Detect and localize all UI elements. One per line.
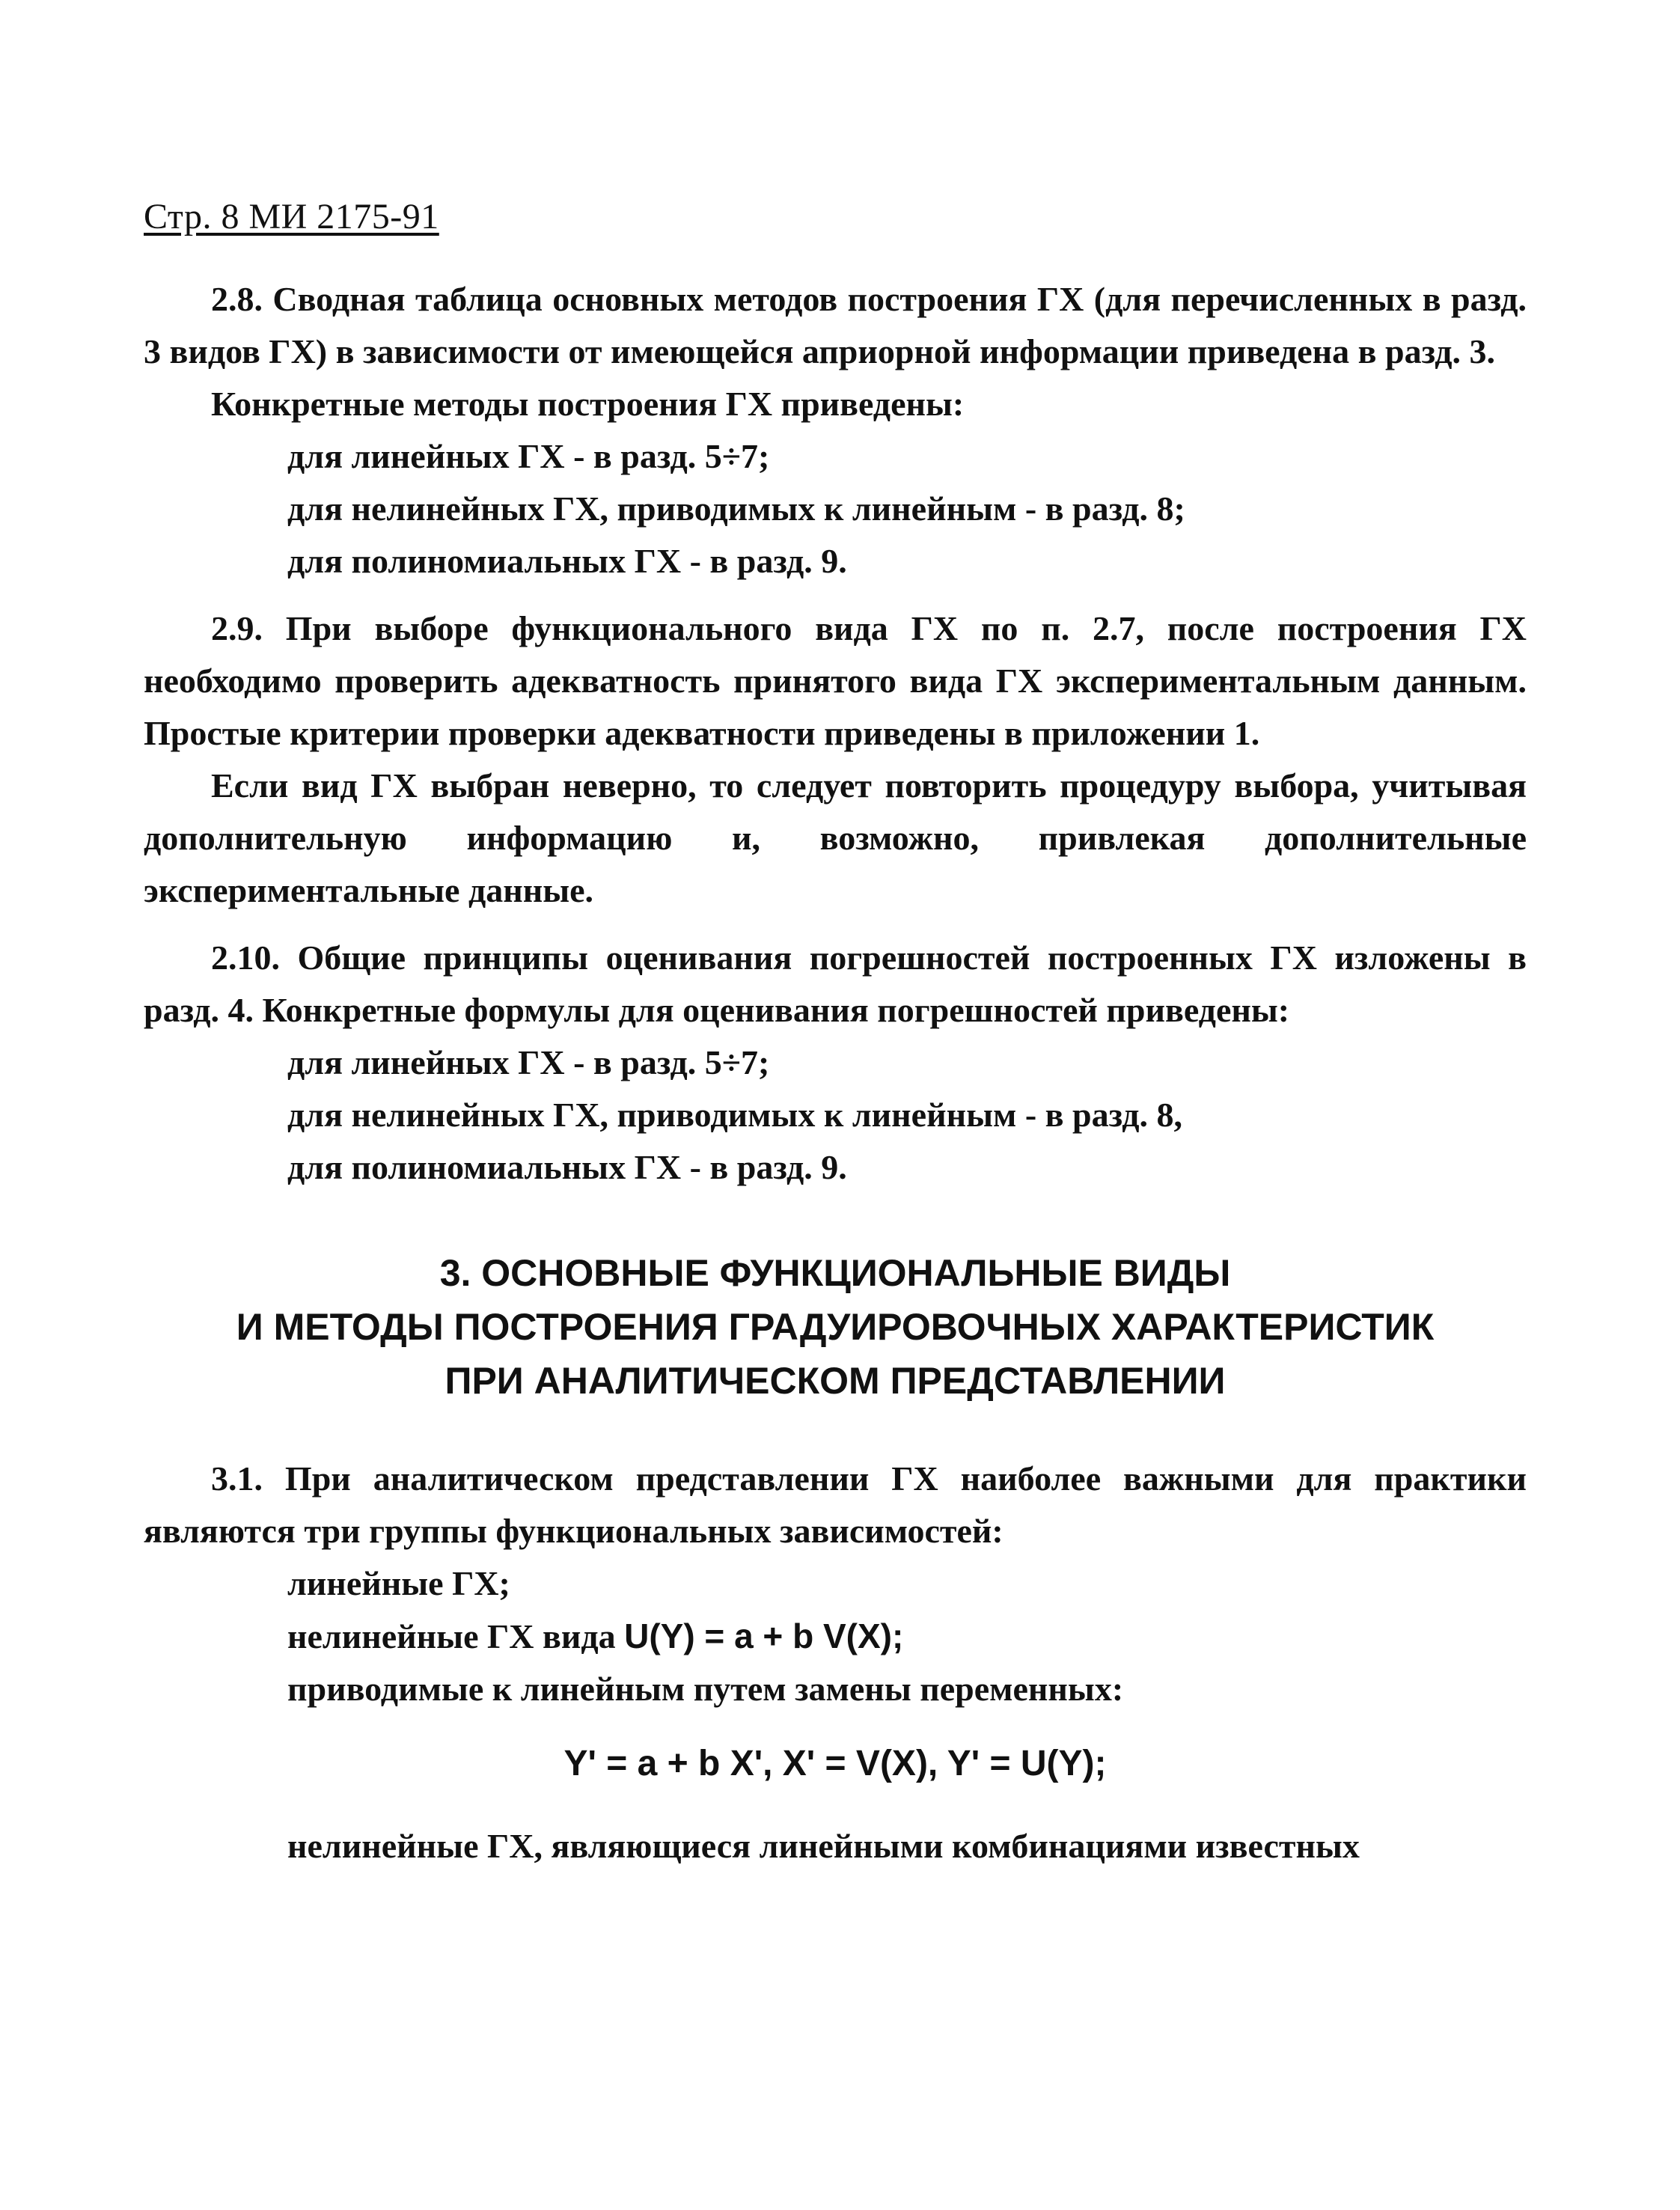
list-item: для нелинейных ГХ, приводимых к линейным - в разд. 8, (287, 1096, 1182, 1134)
paragraph-2-9-second: Если вид ГХ выбран неверно, то следует повторить процедуру выбора, учитывая дополнительную информацию и, возможно, привлекая дополнительные экспериментальные данные. (144, 766, 1527, 909)
list-item: нелинейные ГХ, являющиеся линейными комбинациями известных (287, 1827, 1360, 1865)
list-item: для полиномиальных ГХ - в разд. 9. (287, 542, 847, 580)
display-formula: Y' = a + b X', X' = V(X), Y' = U(Y); (563, 1744, 1107, 1783)
list-item: для линейных ГХ - в разд. 5÷7; (287, 1043, 770, 1081)
list-item: для полиномиальных ГХ - в разд. 9. (287, 1148, 847, 1186)
section-title-line: 3. ОСНОВНЫЕ ФУНКЦИОНАЛЬНЫЕ ВИДЫ (439, 1252, 1231, 1294)
list-item: линейные ГХ; (287, 1564, 510, 1602)
list-2-8 (144, 430, 1527, 587)
document-body (144, 273, 1527, 1872)
list-item: приводимые к линейным путем замены переменных: (287, 1670, 1124, 1708)
section-title-line: ПРИ АНАЛИТИЧЕСКОМ ПРЕДСТАВЛЕНИИ (445, 1360, 1226, 1402)
list-2-10 (144, 1037, 1527, 1194)
section-3-title (144, 1246, 1527, 1408)
inline-formula: U(Y) = a + b V(X); (624, 1617, 904, 1655)
section-title-line: И МЕТОДЫ ПОСТРОЕНИЯ ГРАДУИРОВОЧНЫХ ХАРАКТЕРИСТИК (236, 1306, 1435, 1348)
paragraph-2-8: 2.8. Сводная таблица основных методов построения ГХ (для перечисленных в разд. 3 видов ГХ) в зависимости от имеющейся априорной информации приведена в разд. 3. (144, 280, 1527, 370)
paragraph-3-1: 3.1. При аналитическом представлении ГХ наиболее важными для практики являются три группы функциональных зависимостей: (144, 1459, 1527, 1550)
list-item (144, 1610, 1527, 1663)
list-item-text: нелинейные ГХ вида (287, 1617, 625, 1655)
paragraph-2-10: 2.10. Общие принципы оценивания погрешностей построенных ГХ изложены в разд. 4. Конкретные формулы для оценивания погрешностей приведены: (144, 938, 1527, 1029)
page-header: Стр. 8 МИ 2175-91 (144, 197, 439, 236)
list-item: для нелинейных ГХ, приводимых к линейным - в разд. 8; (287, 489, 1185, 528)
paragraph-2-8-intro: Конкретные методы построения ГХ приведены: (211, 385, 965, 423)
paragraph-2-9: 2.9. При выборе функционального вида ГХ по п. 2.7, после построения ГХ необходимо проверить адекватность принятого вида ГХ экспериментальным данным. Простые критерии проверки адекватности приведены в приложении 1. (144, 609, 1527, 752)
list-item: для линейных ГХ - в разд. 5÷7; (287, 437, 770, 475)
